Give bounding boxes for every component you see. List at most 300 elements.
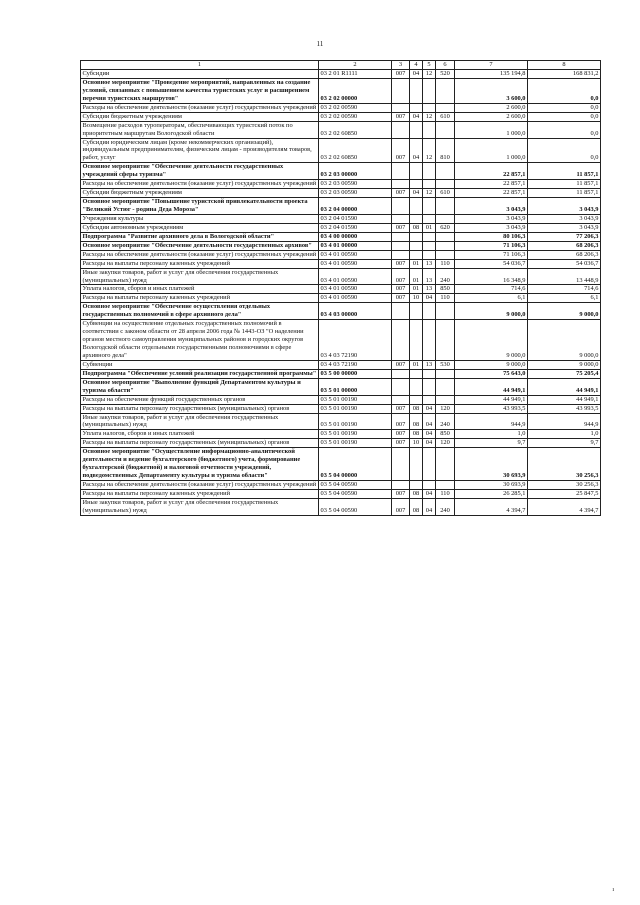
row-vr-cell [436, 103, 455, 112]
row-name-cell: Расходы на выплаты персоналу казенных учреждений [81, 294, 319, 303]
row-rz-cell: 04 [410, 112, 423, 121]
row-value-2020-cell: 0,0 [528, 112, 601, 121]
row-name-cell: Иные закупки товаров, работ и услуг для обеспечения государственных (муниципальных) нужд [81, 498, 319, 515]
row-value-2019-cell: 3 043,9 [455, 198, 528, 215]
row-vr-cell: 110 [436, 489, 455, 498]
row-code-cell: 03 2 03 00000 [319, 163, 392, 180]
row-name-cell: Основное мероприятие "Обеспечение деятельности государственных архивов" [81, 241, 319, 250]
table-row [81, 320, 601, 361]
row-gr-cell: 007 [392, 294, 410, 303]
row-vr-cell [436, 481, 455, 490]
row-value-2020-cell: 9 000,0 [528, 303, 601, 320]
row-name-cell: Субсидии [81, 70, 319, 79]
header-cell: 5 [423, 61, 436, 70]
row-value-2019-cell: 22 857,1 [455, 163, 528, 180]
table-body [81, 70, 601, 516]
row-pr-cell: 13 [423, 268, 436, 285]
row-value-2019-cell: 944,9 [455, 413, 528, 430]
row-vr-cell: 530 [436, 360, 455, 369]
row-rz-cell [410, 121, 423, 138]
row-rz-cell: 01 [410, 360, 423, 369]
row-name-cell: Расходы на обеспечение деятельности (оказание услуг) государственных учреждений [81, 481, 319, 490]
row-code-cell: 03 5 04 00000 [319, 448, 392, 481]
row-value-2020-cell: 0,0 [528, 78, 601, 103]
row-value-2020-cell: 944,9 [528, 413, 601, 430]
row-gr-cell [392, 198, 410, 215]
row-vr-cell: 240 [436, 268, 455, 285]
table-row [81, 78, 601, 103]
row-value-2020-cell: 3 043,9 [528, 198, 601, 215]
row-value-2019-cell: 3 043,9 [455, 214, 528, 223]
row-gr-cell: 007 [392, 413, 410, 430]
row-value-2020-cell: 13 448,9 [528, 268, 601, 285]
row-vr-cell: 110 [436, 259, 455, 268]
row-gr-cell: 007 [392, 285, 410, 294]
row-code-cell: 03 5 04 00590 [319, 489, 392, 498]
row-code-cell: 03 2 02 00590 [319, 112, 392, 121]
row-rz-cell: 10 [410, 439, 423, 448]
table-row [81, 70, 601, 79]
row-gr-cell [392, 378, 410, 395]
row-rz-cell [410, 180, 423, 189]
row-value-2020-cell: 75 205,4 [528, 369, 601, 378]
header-cell: 7 [455, 61, 528, 70]
row-name-cell: Субсидии бюджетным учреждениям [81, 112, 319, 121]
row-code-cell: 03 5 01 00190 [319, 439, 392, 448]
table-row [81, 163, 601, 180]
table-row [81, 189, 601, 198]
table-row [81, 250, 601, 259]
row-rz-cell: 01 [410, 259, 423, 268]
table-row [81, 103, 601, 112]
table-row [81, 214, 601, 223]
row-value-2020-cell: 9,7 [528, 439, 601, 448]
row-vr-cell [436, 395, 455, 404]
row-pr-cell: 13 [423, 360, 436, 369]
row-gr-cell: 007 [392, 112, 410, 121]
row-name-cell: Учреждения культуры [81, 214, 319, 223]
row-value-2020-cell: 6,1 [528, 294, 601, 303]
row-value-2019-cell: 30 693,9 [455, 448, 528, 481]
row-vr-cell: 850 [436, 430, 455, 439]
row-name-cell: Подпрограмма "Развитие архивного дела в Вологодской области" [81, 232, 319, 241]
row-vr-cell: 520 [436, 70, 455, 79]
table-row [81, 259, 601, 268]
row-pr-cell [423, 481, 436, 490]
table-row [81, 198, 601, 215]
row-rz-cell [410, 378, 423, 395]
row-pr-cell: 04 [423, 294, 436, 303]
row-pr-cell: 12 [423, 189, 436, 198]
row-value-2020-cell: 77 206,3 [528, 232, 601, 241]
row-vr-cell [436, 78, 455, 103]
row-rz-cell: 08 [410, 430, 423, 439]
row-gr-cell [392, 121, 410, 138]
row-pr-cell [423, 448, 436, 481]
row-gr-cell [392, 78, 410, 103]
row-rz-cell: 08 [410, 404, 423, 413]
row-pr-cell [423, 121, 436, 138]
row-name-cell: Расходы на обеспечение деятельности (оказание услуг) государственных учреждений [81, 103, 319, 112]
row-value-2019-cell: 71 106,3 [455, 241, 528, 250]
row-value-2020-cell: 44 949,1 [528, 395, 601, 404]
row-gr-cell [392, 369, 410, 378]
table-row [81, 180, 601, 189]
row-name-cell: Расходы на обеспечение деятельности (оказание услуг) государственных учреждений [81, 180, 319, 189]
row-rz-cell [410, 232, 423, 241]
row-vr-cell [436, 448, 455, 481]
row-name-cell: Субвенции [81, 360, 319, 369]
row-gr-cell [392, 303, 410, 320]
row-value-2019-cell: 6,1 [455, 294, 528, 303]
table-row [81, 498, 601, 515]
row-value-2019-cell: 71 106,3 [455, 250, 528, 259]
row-rz-cell: 08 [410, 489, 423, 498]
table-row [81, 112, 601, 121]
row-gr-cell [392, 320, 410, 361]
row-gr-cell: 007 [392, 439, 410, 448]
table-row [81, 268, 601, 285]
row-value-2019-cell: 9 000,0 [455, 320, 528, 361]
row-rz-cell [410, 320, 423, 361]
row-value-2019-cell: 22 857,1 [455, 189, 528, 198]
row-name-cell: Основное мероприятие "Обеспечение осуществления отдельных государственных полномочий в сфере архивного дела" [81, 303, 319, 320]
row-value-2019-cell: 80 106,3 [455, 232, 528, 241]
row-pr-cell [423, 250, 436, 259]
row-gr-cell: 007 [392, 268, 410, 285]
row-gr-cell [392, 180, 410, 189]
row-rz-cell [410, 448, 423, 481]
row-value-2019-cell: 16 348,9 [455, 268, 528, 285]
row-code-cell: 03 4 01 00000 [319, 241, 392, 250]
row-gr-cell: 007 [392, 70, 410, 79]
row-rz-cell: 04 [410, 189, 423, 198]
row-pr-cell: 12 [423, 138, 436, 163]
row-rz-cell [410, 214, 423, 223]
row-name-cell: Субсидии бюджетным учреждениям [81, 189, 319, 198]
row-gr-cell: 007 [392, 498, 410, 515]
row-vr-cell [436, 232, 455, 241]
row-gr-cell: 007 [392, 489, 410, 498]
row-code-cell: 03 4 01 00590 [319, 268, 392, 285]
table-row [81, 294, 601, 303]
row-pr-cell [423, 214, 436, 223]
row-pr-cell [423, 369, 436, 378]
row-name-cell: Уплата налогов, сборов и иных платежей [81, 285, 319, 294]
header-row [81, 61, 601, 70]
table-row [81, 369, 601, 378]
row-gr-cell [392, 448, 410, 481]
row-pr-cell [423, 232, 436, 241]
row-code-cell: 03 5 01 00190 [319, 413, 392, 430]
row-value-2019-cell: 9,7 [455, 439, 528, 448]
table-row [81, 285, 601, 294]
row-pr-cell: 04 [423, 404, 436, 413]
row-name-cell: Основное мероприятие "Выполнение функций Департаментом культуры и туризма области" [81, 378, 319, 395]
row-vr-cell: 110 [436, 294, 455, 303]
table-row [81, 481, 601, 490]
row-value-2020-cell: 0,0 [528, 103, 601, 112]
row-pr-cell [423, 241, 436, 250]
row-vr-cell [436, 250, 455, 259]
table-row [81, 448, 601, 481]
row-vr-cell: 120 [436, 439, 455, 448]
row-name-cell: Основное мероприятие "Проведение мероприятий, направленных на создание условий, связанных с повышением качества туристских услуг и расширением перечня туристских маршрутов" [81, 78, 319, 103]
row-code-cell: 03 4 01 00590 [319, 294, 392, 303]
row-vr-cell [436, 180, 455, 189]
table-row [81, 489, 601, 498]
row-value-2020-cell: 11 857,1 [528, 180, 601, 189]
row-gr-cell: 007 [392, 360, 410, 369]
row-value-2020-cell: 11 857,1 [528, 189, 601, 198]
row-value-2020-cell: 4 394,7 [528, 498, 601, 515]
table-row [81, 395, 601, 404]
row-gr-cell: 007 [392, 223, 410, 232]
row-rz-cell [410, 250, 423, 259]
row-value-2019-cell: 75 643,0 [455, 369, 528, 378]
row-gr-cell [392, 214, 410, 223]
row-name-cell: Расходы на выплаты персоналу государственных (муниципальных) органов [81, 404, 319, 413]
row-gr-cell [392, 250, 410, 259]
header-cell: 2 [319, 61, 392, 70]
row-rz-cell: 01 [410, 285, 423, 294]
row-gr-cell: 007 [392, 138, 410, 163]
header-cell: 4 [410, 61, 423, 70]
row-vr-cell [436, 378, 455, 395]
row-value-2019-cell: 30 693,9 [455, 481, 528, 490]
budget-table [80, 60, 601, 516]
row-name-cell: Субсидии юридическим лицам (кроме некоммерческих организаций), индивидуальным предпринимателям, физическим лицам - производителям товаров, работ, услуг [81, 138, 319, 163]
row-value-2019-cell: 26 285,1 [455, 489, 528, 498]
row-value-2019-cell: 1 000,0 [455, 121, 528, 138]
row-code-cell: 03 4 01 00590 [319, 250, 392, 259]
row-code-cell: 03 2 04 00000 [319, 198, 392, 215]
row-name-cell: Основное мероприятие "Повышение туристской привлекательности проекта "Великий Устюг - родина Деда Мороза" [81, 198, 319, 215]
row-value-2019-cell: 3 043,9 [455, 223, 528, 232]
row-code-cell: 03 2 02 60850 [319, 121, 392, 138]
table-row [81, 439, 601, 448]
row-code-cell: 03 5 01 00000 [319, 378, 392, 395]
row-gr-cell [392, 241, 410, 250]
row-value-2019-cell: 54 036,7 [455, 259, 528, 268]
row-vr-cell [436, 214, 455, 223]
row-rz-cell [410, 303, 423, 320]
row-value-2020-cell: 54 036,7 [528, 259, 601, 268]
row-code-cell: 03 2 02 60850 [319, 138, 392, 163]
row-name-cell: Субсидии автономным учреждениям [81, 223, 319, 232]
row-rz-cell: 08 [410, 223, 423, 232]
row-gr-cell [392, 232, 410, 241]
row-pr-cell [423, 78, 436, 103]
row-pr-cell: 12 [423, 70, 436, 79]
corner-mark: ı [612, 887, 614, 893]
row-value-2019-cell: 3 600,0 [455, 78, 528, 103]
row-rz-cell [410, 163, 423, 180]
row-pr-cell [423, 198, 436, 215]
row-code-cell: 03 4 03 72190 [319, 360, 392, 369]
header-cell: 3 [392, 61, 410, 70]
row-code-cell: 03 5 04 00590 [319, 498, 392, 515]
row-value-2020-cell: 168 831,2 [528, 70, 601, 79]
row-gr-cell: 007 [392, 404, 410, 413]
row-code-cell: 03 4 03 00000 [319, 303, 392, 320]
row-rz-cell: 04 [410, 70, 423, 79]
row-value-2020-cell: 30 256,3 [528, 448, 601, 481]
table-row [81, 430, 601, 439]
row-value-2019-cell: 22 857,1 [455, 180, 528, 189]
row-pr-cell [423, 303, 436, 320]
row-pr-cell [423, 395, 436, 404]
table-row [81, 360, 601, 369]
row-vr-cell [436, 369, 455, 378]
row-code-cell: 03 4 03 72190 [319, 320, 392, 361]
row-pr-cell: 04 [423, 489, 436, 498]
row-vr-cell [436, 163, 455, 180]
row-pr-cell [423, 320, 436, 361]
table-row [81, 138, 601, 163]
row-pr-cell [423, 378, 436, 395]
row-rz-cell [410, 369, 423, 378]
row-gr-cell [392, 163, 410, 180]
row-vr-cell [436, 320, 455, 361]
row-name-cell: Расходы на выплаты персоналу казенных учреждений [81, 259, 319, 268]
row-pr-cell: 04 [423, 413, 436, 430]
row-name-cell: Расходы на обеспечение деятельности (оказание услуг) государственных учреждений [81, 250, 319, 259]
row-vr-cell: 610 [436, 112, 455, 121]
row-value-2019-cell: 44 949,1 [455, 378, 528, 395]
row-vr-cell: 810 [436, 138, 455, 163]
row-pr-cell: 13 [423, 259, 436, 268]
header-cell: 8 [528, 61, 601, 70]
row-pr-cell [423, 180, 436, 189]
row-gr-cell [392, 395, 410, 404]
row-value-2020-cell: 1,0 [528, 430, 601, 439]
row-vr-cell [436, 241, 455, 250]
table-row [81, 303, 601, 320]
row-rz-cell [410, 78, 423, 103]
row-name-cell: Основное мероприятие "Обеспечение деятельности государственных учреждений сферы туризма" [81, 163, 319, 180]
row-rz-cell: 08 [410, 498, 423, 515]
row-name-cell: Расходы на обеспечение функций государственных органов [81, 395, 319, 404]
row-rz-cell: 10 [410, 294, 423, 303]
row-value-2020-cell: 68 206,3 [528, 250, 601, 259]
row-vr-cell: 240 [436, 413, 455, 430]
row-value-2020-cell: 3 043,9 [528, 214, 601, 223]
row-code-cell: 03 2 04 01590 [319, 214, 392, 223]
row-pr-cell: 12 [423, 112, 436, 121]
row-name-cell: Возмещение расходов туроператорам, обеспечивающих туристский поток по приоритетным маршрутам Вологодской области [81, 121, 319, 138]
row-code-cell: 03 2 02 00000 [319, 78, 392, 103]
header-cell: 1 [81, 61, 319, 70]
row-value-2020-cell: 9 000,0 [528, 360, 601, 369]
row-pr-cell: 01 [423, 223, 436, 232]
row-value-2020-cell: 30 256,3 [528, 481, 601, 490]
table-row [81, 223, 601, 232]
row-rz-cell [410, 481, 423, 490]
row-value-2019-cell: 2 600,0 [455, 103, 528, 112]
row-code-cell: 03 2 01 R1111 [319, 70, 392, 79]
row-value-2019-cell: 1 000,0 [455, 138, 528, 163]
row-value-2020-cell: 43 993,5 [528, 404, 601, 413]
row-rz-cell [410, 395, 423, 404]
row-value-2019-cell: 43 993,5 [455, 404, 528, 413]
row-value-2020-cell: 0,0 [528, 121, 601, 138]
row-rz-cell: 01 [410, 268, 423, 285]
page-number: 11 [316, 40, 324, 48]
row-code-cell: 03 5 00 00000 [319, 369, 392, 378]
row-code-cell: 03 2 02 00590 [319, 103, 392, 112]
row-code-cell: 03 5 01 00190 [319, 404, 392, 413]
row-value-2019-cell: 2 600,0 [455, 112, 528, 121]
table-row [81, 413, 601, 430]
row-value-2020-cell: 25 847,5 [528, 489, 601, 498]
table-row [81, 404, 601, 413]
row-pr-cell: 13 [423, 285, 436, 294]
row-pr-cell: 04 [423, 439, 436, 448]
row-value-2019-cell: 135 194,8 [455, 70, 528, 79]
row-vr-cell [436, 121, 455, 138]
row-name-cell: Расходы на выплаты персоналу казенных учреждений [81, 489, 319, 498]
row-name-cell: Иные закупки товаров, работ и услуг для обеспечения государственных (муниципальных) нужд [81, 268, 319, 285]
row-value-2019-cell: 9 000,0 [455, 360, 528, 369]
row-name-cell: Субвенции на осуществление отдельных государственных полномочий в соответствии с законом области от 28 апреля 2006 года № 1443-ОЗ "О наделении органов местного самоуправления муниципальных районов и городских округов Вологодской области отдельными государственными полномочиями в сфере архивного дела" [81, 320, 319, 361]
row-code-cell: 03 2 03 00590 [319, 189, 392, 198]
table-row [81, 378, 601, 395]
row-pr-cell: 04 [423, 430, 436, 439]
header-cell: 6 [436, 61, 455, 70]
row-value-2020-cell: 44 949,1 [528, 378, 601, 395]
row-name-cell: Уплата налогов, сборов и иных платежей [81, 430, 319, 439]
row-vr-cell: 610 [436, 189, 455, 198]
row-vr-cell: 850 [436, 285, 455, 294]
row-rz-cell [410, 241, 423, 250]
row-code-cell: 03 4 01 00590 [319, 285, 392, 294]
row-value-2020-cell: 0,0 [528, 138, 601, 163]
row-code-cell: 03 2 03 00590 [319, 180, 392, 189]
row-code-cell: 03 5 04 00590 [319, 481, 392, 490]
row-code-cell: 03 5 01 00190 [319, 430, 392, 439]
table-row [81, 232, 601, 241]
row-value-2019-cell: 1,0 [455, 430, 528, 439]
row-vr-cell: 620 [436, 223, 455, 232]
row-name-cell: Подпрограмма "Обеспечение условий реализации государственной программы" [81, 369, 319, 378]
row-name-cell: Основное мероприятие "Осуществление информационно-аналитической деятельности и ведение бухгалтерского (бюджетного) учета, формирование бухгалтерской (бюджетной) и налоговой отчетности учреждений, подведомственных Департаменту культуры и туризма области" [81, 448, 319, 481]
row-rz-cell: 08 [410, 413, 423, 430]
row-vr-cell [436, 303, 455, 320]
row-name-cell: Иные закупки товаров, работ и услуг для обеспечения государственных (муниципальных) нужд [81, 413, 319, 430]
table-row [81, 121, 601, 138]
row-gr-cell [392, 103, 410, 112]
row-gr-cell: 007 [392, 430, 410, 439]
row-code-cell: 03 2 04 01590 [319, 223, 392, 232]
row-value-2020-cell: 11 857,1 [528, 163, 601, 180]
row-vr-cell: 120 [436, 404, 455, 413]
row-pr-cell [423, 103, 436, 112]
row-pr-cell [423, 163, 436, 180]
row-value-2019-cell: 714,6 [455, 285, 528, 294]
row-value-2020-cell: 714,6 [528, 285, 601, 294]
row-value-2019-cell: 44 949,1 [455, 395, 528, 404]
row-name-cell: Расходы на выплаты персоналу государственных (муниципальных) органов [81, 439, 319, 448]
row-gr-cell: 007 [392, 259, 410, 268]
row-value-2020-cell: 9 000,0 [528, 320, 601, 361]
row-rz-cell: 04 [410, 138, 423, 163]
table-row [81, 241, 601, 250]
row-value-2020-cell: 3 043,9 [528, 223, 601, 232]
row-rz-cell [410, 198, 423, 215]
row-pr-cell: 04 [423, 498, 436, 515]
row-value-2019-cell: 4 394,7 [455, 498, 528, 515]
